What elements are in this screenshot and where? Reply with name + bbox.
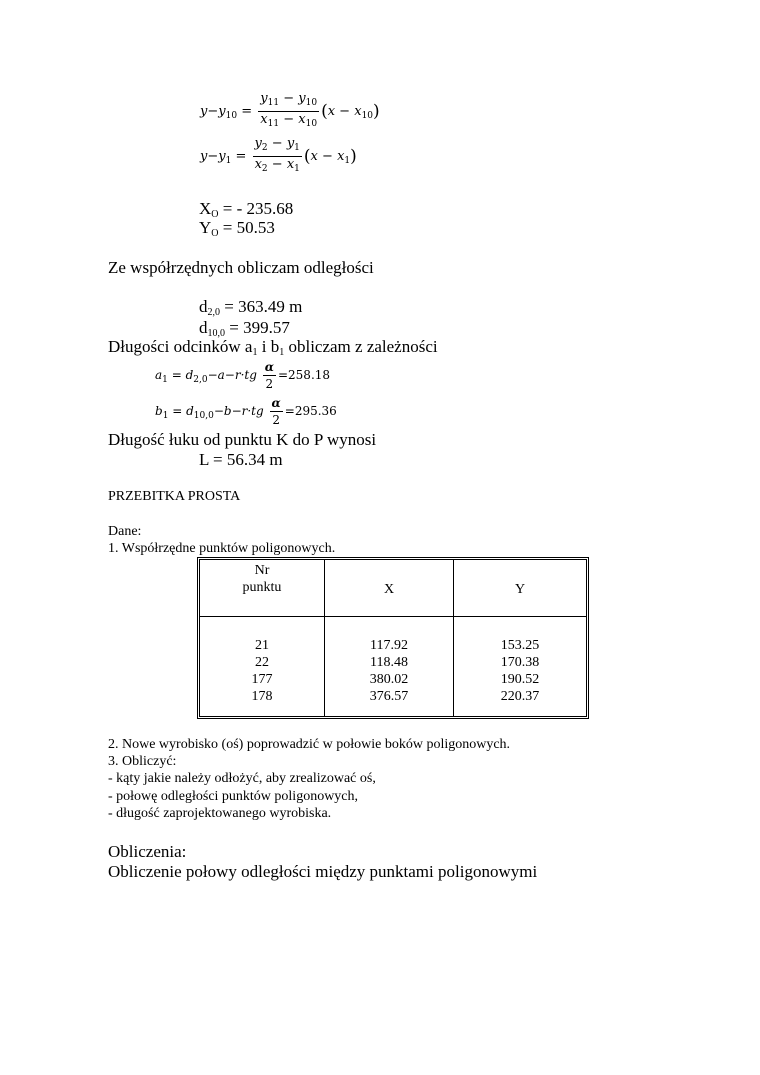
- formula-b1: $b_1 = d_{10,0}-b-r\cdot tg$ $\frac{\alpha}{2}$ =295.36: [155, 396, 337, 427]
- distance-d20: d2,0 = 363.49 m: [199, 297, 303, 318]
- arc-intro: Długość łuku od punktu K do P wynosi: [108, 430, 377, 449]
- header-y: Y: [454, 560, 586, 617]
- calc-title: Obliczenia:: [108, 842, 187, 861]
- table-header-row: [200, 560, 586, 617]
- list-bullet-2: - połowę odległości punktów poligonowych,: [108, 789, 359, 804]
- fraction: $\frac{y_{11} - y_{10}}{x_{11} - x_{10}}$: [260, 91, 318, 129]
- header-nr: Nr punktu: [200, 560, 325, 617]
- formula-a1: $a_1 = d_{2,0}-a-r\cdot tg$ $\frac{\alpha}{2}$ =258.18: [155, 360, 331, 391]
- result-yo: YO = 50.53: [199, 218, 275, 239]
- y-column: 153.25 170.38 190.52 220.37: [500, 637, 540, 704]
- list-item-3: 3. Obliczyć:: [108, 754, 177, 769]
- section-title: PRZEBITKA PROSTA: [108, 489, 241, 504]
- nr-column: 21 22 177 178: [200, 617, 325, 716]
- list-bullet-3: - długość zaprojektowanego wyrobiska.: [108, 806, 332, 821]
- table-row: [200, 617, 586, 716]
- distance-d100: d10,0 = 399.57: [199, 318, 290, 339]
- formula-line-1: $y-y_{10}$ = $\frac{y_{11} - y_{10}}{x_{11} - x_{10}}$ $(x - x_{10})$: [200, 91, 380, 129]
- list-bullet-1: - kąty jakie należy odłożyć, aby zrealizować oś,: [108, 771, 376, 786]
- given-label: Dane:: [108, 524, 142, 539]
- header-x: X: [325, 560, 454, 617]
- list-item-2: 2. Nowe wyrobisko (oś) poprowadzić w połowie boków poligonowych.: [108, 737, 511, 752]
- arc-value: L = 56.34 m: [199, 450, 283, 469]
- list-item-1: 1. Współrzędne punktów poligonowych.: [108, 541, 336, 556]
- distances-intro: Ze współrzędnych obliczam odległości: [108, 258, 374, 277]
- fraction: $\frac{y_2 - y_1}{x_2 - x_1}$: [254, 136, 300, 174]
- formula-line-2: $y-y_1$ = $\frac{y_2 - y_1}{x_2 - x_1}$ $(x - x_1)$: [200, 136, 357, 174]
- result-xo: XO = - 235.68: [199, 199, 294, 220]
- x-column: 117.92 118.48 380.02 376.57: [325, 617, 454, 716]
- points-table: [197, 557, 589, 719]
- segments-intro: Długości odcinków a1 i b1 obliczam z zależności: [108, 337, 438, 358]
- calc-text: Obliczenie połowy odległości między punktami poligonowymi: [108, 862, 538, 881]
